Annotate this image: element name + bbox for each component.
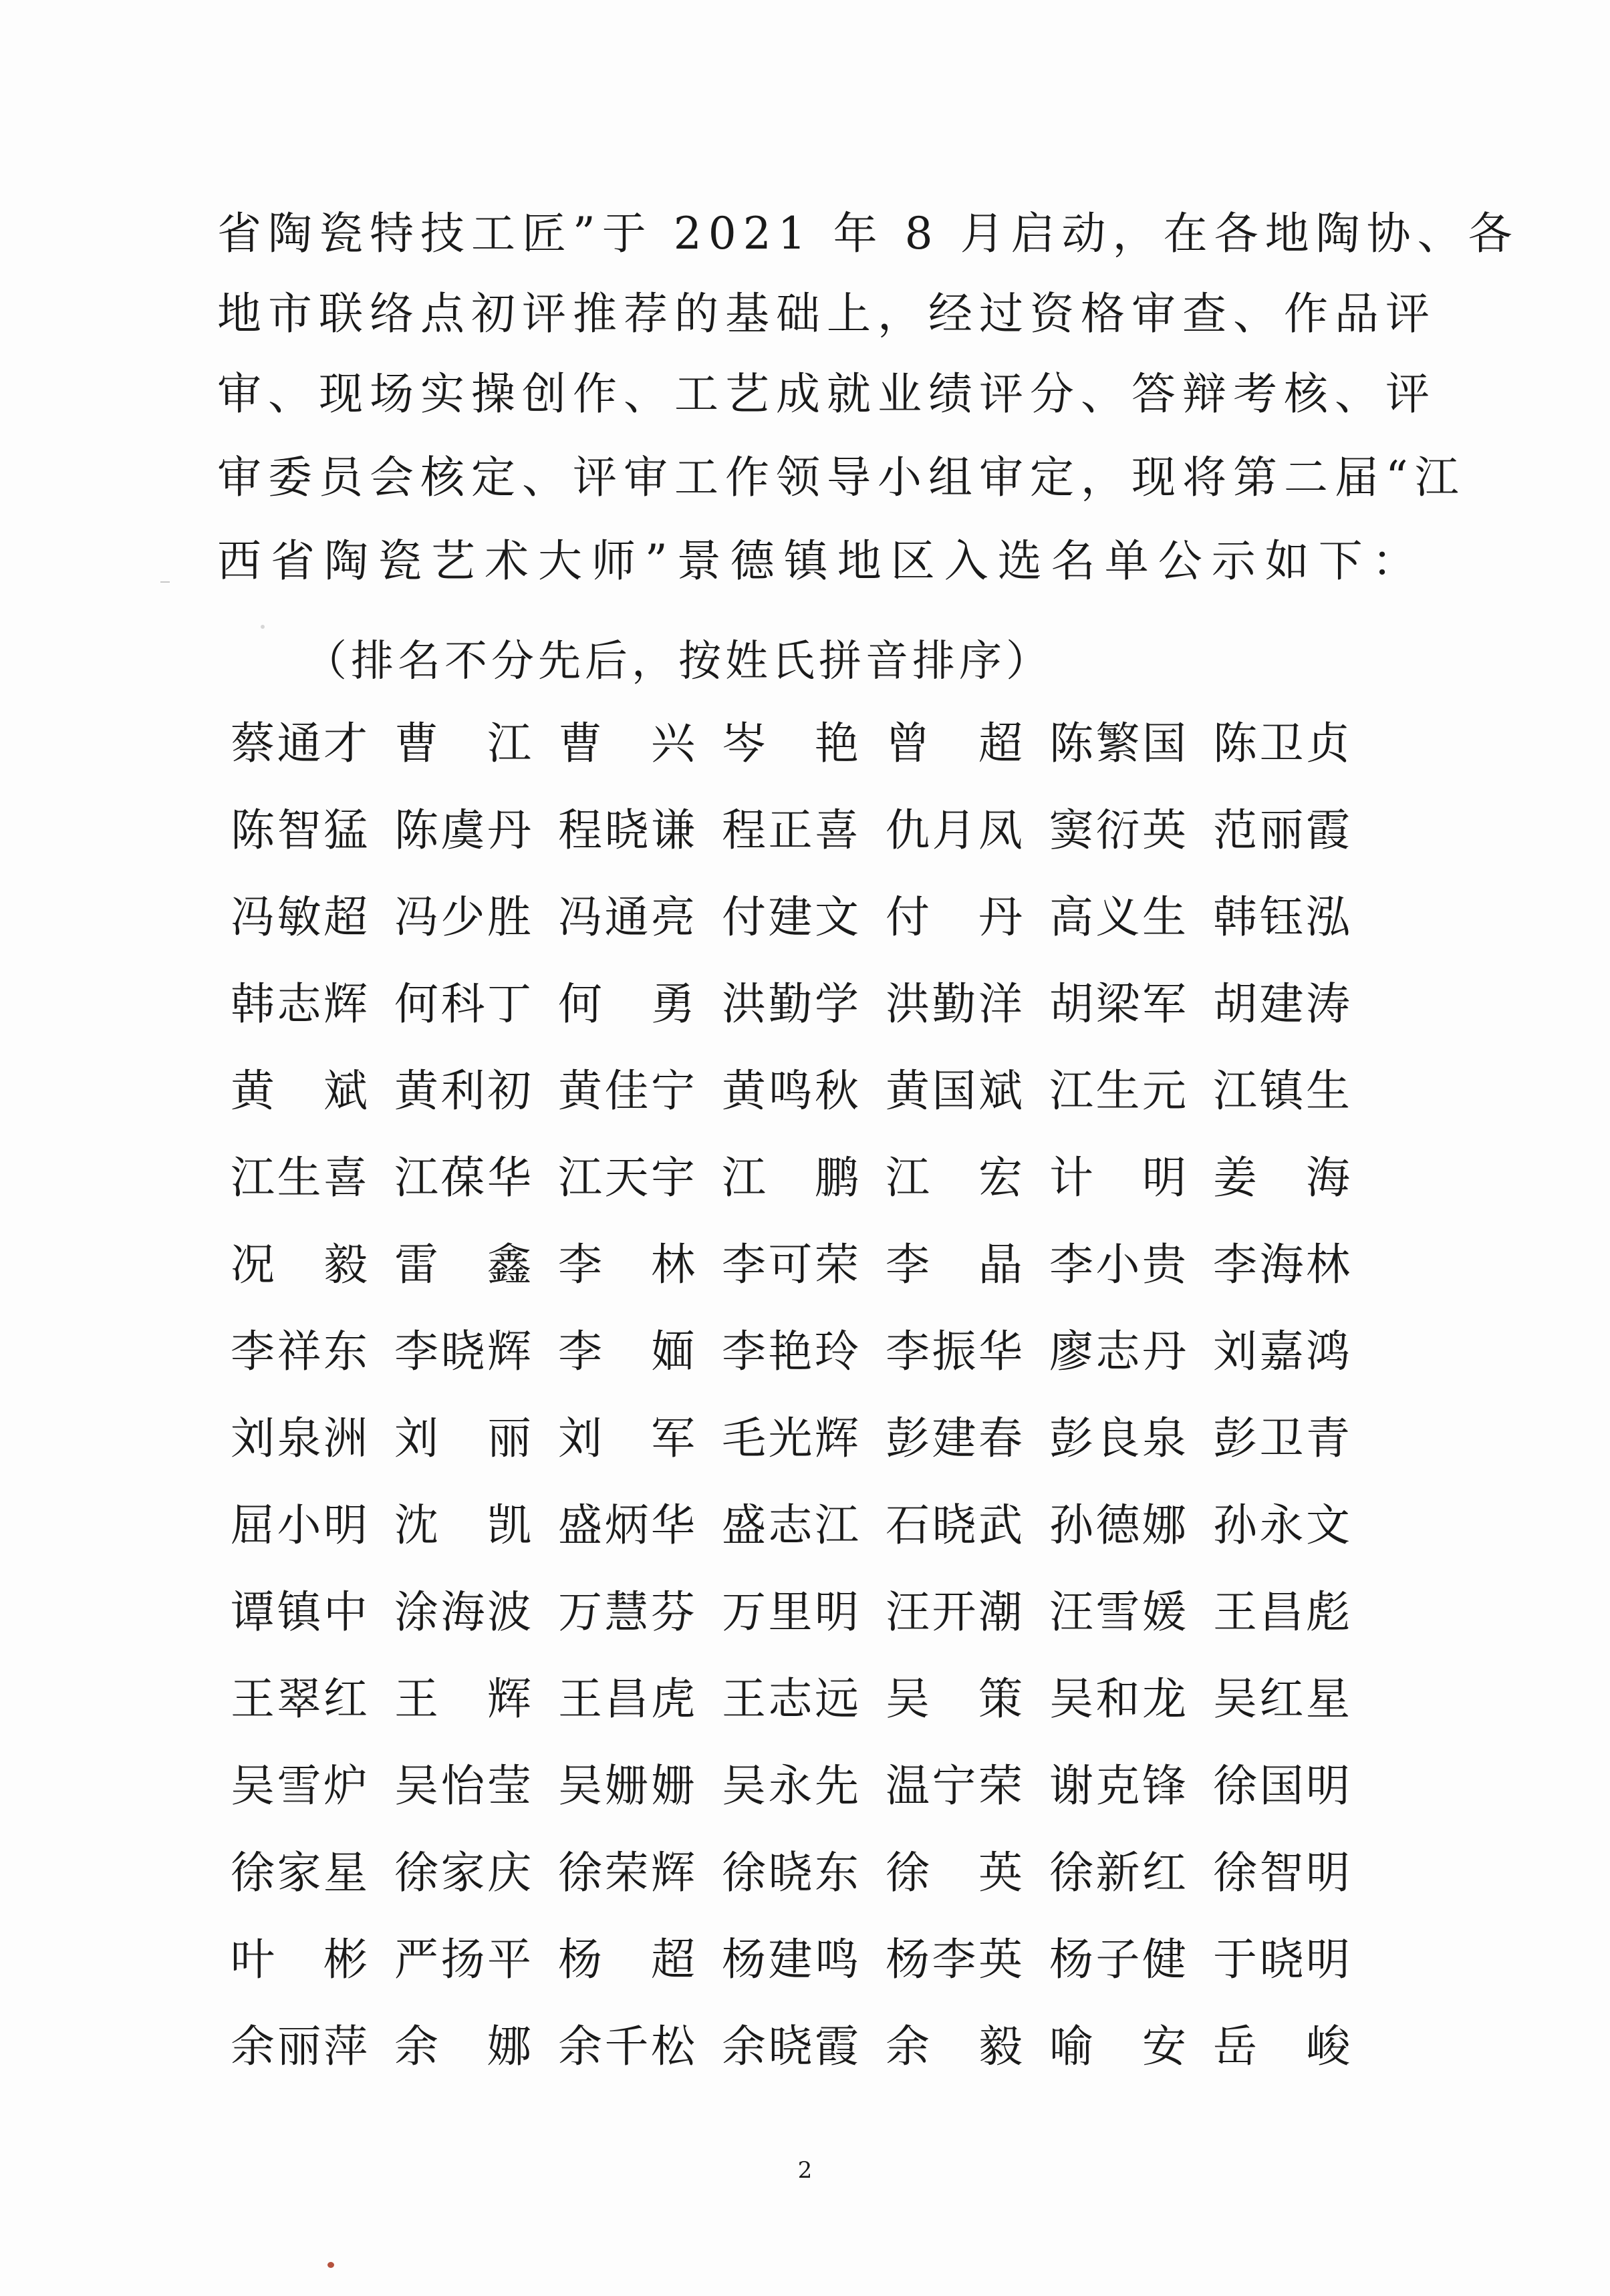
name-entry: 付 建 文	[722, 891, 859, 943]
name-entry: 吴 怡 莹	[394, 1760, 531, 1812]
name-entry: 沈 凯	[394, 1499, 531, 1551]
name-entry: 江 鹏	[722, 1152, 859, 1203]
name-entry: 曹 江	[394, 718, 531, 769]
names-list	[231, 714, 1367, 2104]
name-entry: 曹 兴	[558, 718, 695, 769]
name-entry: 徐 国 明	[1213, 1760, 1350, 1812]
name-entry: 温 宁 荣	[886, 1760, 1023, 1812]
name-entry: 余 毅	[886, 2021, 1023, 2072]
name-entry: 付 丹	[886, 891, 1023, 943]
name-entry: 谭 镇 中	[231, 1586, 368, 1638]
name-entry: 王 志 远	[722, 1673, 859, 1725]
name-entry: 万 里 明	[722, 1586, 859, 1638]
name-entry: 盛 炳 华	[558, 1499, 695, 1551]
name-entry: 徐 荣 辉	[558, 1847, 695, 1898]
name-entry: 于 晓 明	[1213, 1934, 1350, 1985]
name-entry: 陈 智 猛	[231, 805, 368, 856]
name-entry: 岑 艳	[722, 718, 859, 769]
name-entry: 江 天 宇	[558, 1152, 695, 1203]
name-entry: 刘 泉 洲	[231, 1413, 368, 1464]
name-entry: 冯 通 亮	[558, 891, 695, 943]
name-entry: 王 昌 虎	[558, 1673, 695, 1725]
name-entry: 李 晶	[886, 1239, 1023, 1290]
name-entry: 计 明	[1049, 1152, 1186, 1203]
name-entry: 汪 雪 媛	[1049, 1586, 1186, 1638]
name-entry: 彭 建 春	[886, 1413, 1023, 1464]
name-entry: 冯 敏 超	[231, 891, 368, 943]
name-entry: 江 宏	[886, 1152, 1023, 1203]
name-entry: 徐 英	[886, 1847, 1023, 1898]
name-entry: 李 小 贵	[1049, 1239, 1186, 1290]
name-entry: 徐 智 明	[1213, 1847, 1350, 1898]
name-entry: 江 葆 华	[394, 1152, 531, 1203]
name-entry: 陈 繁 国	[1049, 718, 1186, 769]
name-entry: 陈 卫 贞	[1213, 718, 1350, 769]
name-entry: 雷 鑫	[394, 1239, 531, 1290]
page-number: 2	[797, 2157, 813, 2184]
name-entry: 汪 开 潮	[886, 1586, 1023, 1638]
name-entry: 李 晓 辉	[394, 1326, 531, 1377]
name-entry: 王 翠 红	[231, 1673, 368, 1725]
paragraph-line-4: 审委员会核定、评审工作领导小组审定，现将第二届“江	[217, 452, 1466, 503]
name-entry: 陈 虞 丹	[394, 805, 531, 856]
paragraph-line-5: 西省陶瓷艺术大师”景德镇地区入选名单公示如下：	[217, 535, 1426, 587]
name-entry: 余 丽 萍	[231, 2021, 368, 2072]
name-entry: 冯 少 胜	[394, 891, 531, 943]
name-entry: 彭 良 泉	[1049, 1413, 1186, 1464]
name-entry: 吴 永 先	[722, 1760, 859, 1812]
name-entry: 徐 家 星	[231, 1847, 368, 1898]
name-entry: 杨 子 健	[1049, 1934, 1186, 1985]
name-entry: 何 勇	[558, 978, 695, 1030]
name-entry: 高 义 生	[1049, 891, 1186, 943]
name-entry: 窦 衍 英	[1049, 805, 1186, 856]
scan-speck	[327, 2262, 334, 2268]
name-entry: 黄 鸣 秋	[722, 1065, 859, 1117]
name-entry: 李 振 华	[886, 1326, 1023, 1377]
name-entry: 蔡 通 才	[231, 718, 368, 769]
name-entry: 涂 海 波	[394, 1586, 531, 1638]
name-entry: 李 海 林	[1213, 1239, 1350, 1290]
name-entry: 刘 嘉 鸿	[1213, 1326, 1350, 1377]
name-entry: 江 镇 生	[1213, 1065, 1350, 1117]
name-entry: 韩 志 辉	[231, 978, 368, 1030]
name-entry: 杨 超	[558, 1934, 695, 1985]
name-entry: 吴 雪 炉	[231, 1760, 368, 1812]
name-entry: 徐 家 庆	[394, 1847, 531, 1898]
name-entry: 廖 志 丹	[1049, 1326, 1186, 1377]
scan-mark	[160, 581, 170, 583]
paragraph-line-2: 地市联络点初评推荐的基础上，经过资格审查、作品评	[217, 288, 1436, 339]
name-entry: 徐 晓 东	[722, 1847, 859, 1898]
name-entry: 孙 德 娜	[1049, 1499, 1186, 1551]
name-entry: 程 晓 谦	[558, 805, 695, 856]
name-entry: 洪 勤 洋	[886, 978, 1023, 1030]
name-entry: 曾 超	[886, 718, 1023, 769]
name-entry: 李 祥 东	[231, 1326, 368, 1377]
name-entry: 刘 丽	[394, 1413, 531, 1464]
name-entry: 叶 彬	[231, 1934, 368, 1985]
name-entry: 韩 钰 泓	[1213, 891, 1350, 943]
name-entry: 江 生 元	[1049, 1065, 1186, 1117]
name-entry: 吴 姗 姗	[558, 1760, 695, 1812]
name-entry: 江 生 喜	[231, 1152, 368, 1203]
name-entry: 谢 克 锋	[1049, 1760, 1186, 1812]
name-entry: 余 千 松	[558, 2021, 695, 2072]
name-entry: 仇 月 凤	[886, 805, 1023, 856]
name-entry: 李 媔	[558, 1326, 695, 1377]
name-entry: 盛 志 江	[722, 1499, 859, 1551]
name-entry: 徐 新 红	[1049, 1847, 1186, 1898]
name-entry: 杨 建 鸣	[722, 1934, 859, 1985]
name-entry: 程 正 喜	[722, 805, 859, 856]
ranking-note: （排名不分先后，按姓氏拼音排序）	[304, 637, 1053, 686]
name-entry: 李 林	[558, 1239, 695, 1290]
name-entry: 严 扬 平	[394, 1934, 531, 1985]
name-entry: 黄 佳 宁	[558, 1065, 695, 1117]
name-entry: 黄 斌	[231, 1065, 368, 1117]
name-entry: 况 毅	[231, 1239, 368, 1290]
name-entry: 余 晓 霞	[722, 2021, 859, 2072]
name-entry: 喻 安	[1049, 2021, 1186, 2072]
name-entry: 石 晓 武	[886, 1499, 1023, 1551]
paragraph-line-3: 审、现场实操创作、工艺成就业绩评分、答辩考核、评	[217, 368, 1436, 420]
name-entry: 李 可 荣	[722, 1239, 859, 1290]
paragraph-line-1: 省陶瓷特技工匠”于 2021 年 8 月启动，在各地陶协、各	[217, 208, 1519, 259]
name-entry: 黄 国 斌	[886, 1065, 1023, 1117]
name-entry: 何 科 丁	[394, 978, 531, 1030]
name-entry: 胡 梁 军	[1049, 978, 1186, 1030]
name-entry: 范 丽 霞	[1213, 805, 1350, 856]
name-entry: 洪 勤 学	[722, 978, 859, 1030]
name-entry: 王 昌 彪	[1213, 1586, 1350, 1638]
name-entry: 余 娜	[394, 2021, 531, 2072]
name-entry: 黄 利 初	[394, 1065, 531, 1117]
name-entry: 王 辉	[394, 1673, 531, 1725]
name-entry: 毛 光 辉	[722, 1413, 859, 1464]
name-entry: 吴 红 星	[1213, 1673, 1350, 1725]
name-entry: 吴 策	[886, 1673, 1023, 1725]
name-entry: 岳 峻	[1213, 2021, 1350, 2072]
name-entry: 吴 和 龙	[1049, 1673, 1186, 1725]
name-entry: 屈 小 明	[231, 1499, 368, 1551]
scan-dot	[261, 625, 265, 629]
name-entry: 姜 海	[1213, 1152, 1350, 1203]
name-entry: 刘 军	[558, 1413, 695, 1464]
name-entry: 彭 卫 青	[1213, 1413, 1350, 1464]
name-entry: 胡 建 涛	[1213, 978, 1350, 1030]
name-entry: 杨 李 英	[886, 1934, 1023, 1985]
name-entry: 孙 永 文	[1213, 1499, 1350, 1551]
name-entry: 李 艳 玲	[722, 1326, 859, 1377]
name-entry: 万 慧 芬	[558, 1586, 695, 1638]
